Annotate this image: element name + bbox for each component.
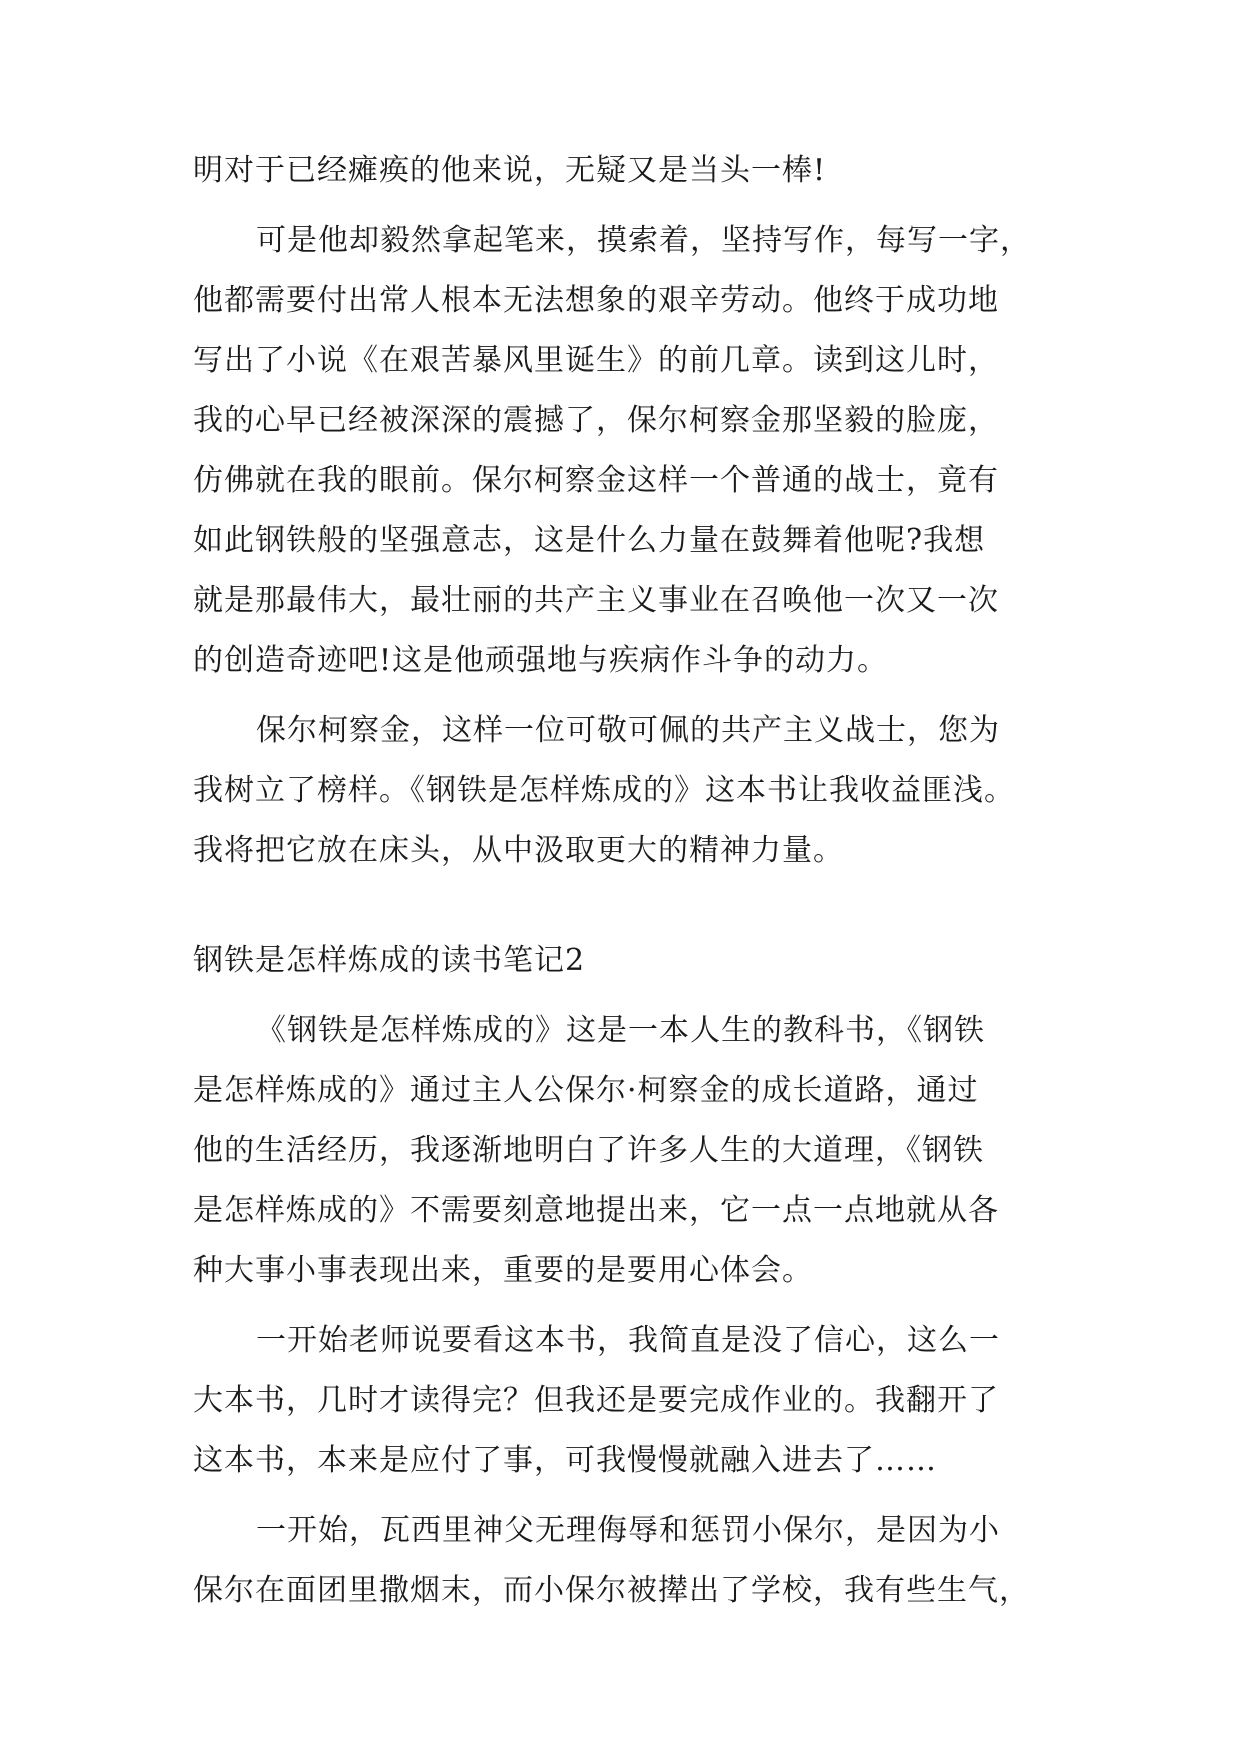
text-line: 就是那最伟大，最壮丽的共产主义事业在召唤他一次又一次 (193, 583, 999, 618)
text-line: 我的心早已经被深深的震撼了，保尔柯察金那坚毅的脸庞， (193, 403, 999, 438)
paragraph-first-line: 保尔柯察金，这样一位可敬可佩的共产主义战士，您为 (256, 713, 1000, 748)
text-line: 这本书，本来是应付了事，可我慢慢就融入进去了…… (193, 1443, 937, 1478)
text-line: 仿佛就在我的眼前。保尔柯察金这样一个普通的战士，竟有 (193, 463, 999, 498)
paragraph-first-line: 一开始老师说要看这本书，我简直是没了信心，这么一 (256, 1323, 1000, 1358)
text-line: 如此钢铁般的坚强意志，这是什么力量在鼓舞着他呢?我想 (193, 523, 986, 558)
text-line: 是怎样炼成的》通过主人公保尔·柯察金的成长道路，通过 (193, 1073, 979, 1108)
text-line: 明对于已经瘫痪的他来说，无疑又是当头一棒! (193, 153, 827, 188)
text-line: 种大事小事表现出来，重要的是要用心体会。 (193, 1253, 813, 1288)
text-line: 他都需要付出常人根本无法想象的艰辛劳动。他终于成功地 (193, 283, 999, 318)
text-line: 大本书，几时才读得完？但我还是要完成作业的。我翻开了 (193, 1383, 999, 1418)
paragraph-first-line: 《钢铁是怎样炼成的》这是一本人生的教科书，《钢铁 (256, 1013, 985, 1048)
text-line: 他的生活经历，我逐渐地明白了许多人生的大道理，《钢铁 (193, 1133, 984, 1168)
text-line: 是怎样炼成的》不需要刻意地提出来，它一点一点地就从各 (193, 1193, 999, 1228)
text-line: 写出了小说《在艰苦暴风里诞生》的前几章。读到这儿时， (193, 343, 999, 378)
text-line: 我树立了榜样。《钢铁是怎样炼成的》这本书让我收益匪浅。 (193, 773, 1015, 808)
paragraph-first-line: 一开始，瓦西里神父无理侮辱和惩罚小保尔，是因为小 (256, 1513, 1000, 1548)
section-heading: 钢铁是怎样炼成的读书笔记2 (193, 943, 586, 978)
text-line: 保尔在面团里撒烟末，而小保尔被撵出了学校，我有些生气， (193, 1573, 1030, 1608)
text-line: 我将把它放在床头，从中汲取更大的精神力量。 (193, 833, 844, 868)
paragraph-first-line: 可是他却毅然拿起笔来，摸索着，坚持写作，每写一字， (256, 223, 1031, 258)
text-line: 的创造奇迹吧!这是他顽强地与疾病作斗争的动力。 (193, 643, 889, 678)
